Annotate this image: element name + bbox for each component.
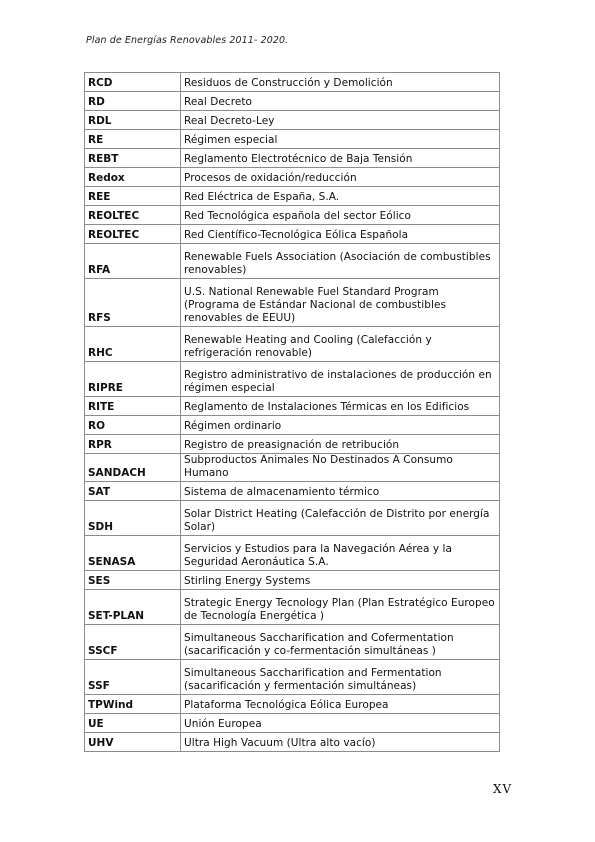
page-number: XV: [493, 782, 513, 796]
table-row: [85, 397, 500, 416]
abbreviation-cell: SES: [85, 571, 181, 590]
table-row: [85, 695, 500, 714]
abbreviation-cell: RFS: [85, 279, 181, 327]
abbreviation-cell: RE: [85, 130, 181, 149]
abbreviation-cell: RFA: [85, 244, 181, 279]
definition-cell: Simultaneous Saccharification and Cofermentation (sacarificación y co-fermentación simultáneas ): [181, 625, 500, 660]
abbreviation-cell: RIPRE: [85, 362, 181, 397]
table-row: [85, 327, 500, 362]
definition-cell: Sistema de almacenamiento térmico: [181, 482, 500, 501]
abbreviation-cell: REE: [85, 187, 181, 206]
definition-cell: Red Tecnológica española del sector Eólico: [181, 206, 500, 225]
table-row: [85, 590, 500, 625]
table-row: [85, 111, 500, 130]
abbreviations-table: [84, 72, 500, 752]
table-row: [85, 73, 500, 92]
definition-cell: Solar District Heating (Calefacción de Distrito por energía Solar): [181, 501, 500, 536]
abbreviations-table-body: [85, 73, 500, 752]
abbreviation-cell: SSCF: [85, 625, 181, 660]
definition-cell: Residuos de Construcción y Demolición: [181, 73, 500, 92]
abbreviation-cell: Redox: [85, 168, 181, 187]
table-row: [85, 571, 500, 590]
abbreviation-cell: REOLTEC: [85, 225, 181, 244]
table-row: [85, 130, 500, 149]
table-row: [85, 625, 500, 660]
abbreviation-cell: SAT: [85, 482, 181, 501]
abbreviation-cell: SDH: [85, 501, 181, 536]
table-row: [85, 279, 500, 327]
abbreviation-cell: RITE: [85, 397, 181, 416]
abbreviation-cell: RO: [85, 416, 181, 435]
definition-cell: U.S. National Renewable Fuel Standard Program (Programa de Estándar Nacional de combustibles renovables de EEUU): [181, 279, 500, 327]
table-row: [85, 733, 500, 752]
definition-cell: Simultaneous Saccharification and Fermentation (sacarificación y fermentación simultáneas): [181, 660, 500, 695]
abbreviation-cell: RPR: [85, 435, 181, 454]
abbreviation-cell: RDL: [85, 111, 181, 130]
definition-cell: Régimen especial: [181, 130, 500, 149]
abbreviation-cell: SSF: [85, 660, 181, 695]
table-row: [85, 225, 500, 244]
abbreviation-cell: RCD: [85, 73, 181, 92]
definition-cell: Subproductos Animales No Destinados A Consumo Humano: [181, 454, 500, 482]
table-row: [85, 482, 500, 501]
definition-cell: Real Decreto: [181, 92, 500, 111]
definition-cell: Strategic Energy Tecnology Plan (Plan Estratégico Europeo de Tecnología Energética ): [181, 590, 500, 625]
abbreviation-cell: UE: [85, 714, 181, 733]
table-row: [85, 149, 500, 168]
table-row: [85, 362, 500, 397]
definition-cell: Real Decreto-Ley: [181, 111, 500, 130]
definition-cell: Registro de preasignación de retribución: [181, 435, 500, 454]
definition-cell: Registro administrativo de instalaciones de producción en régimen especial: [181, 362, 500, 397]
definition-cell: Reglamento de Instalaciones Térmicas en los Edificios: [181, 397, 500, 416]
definition-cell: Renewable Heating and Cooling (Calefacción y refrigeración renovable): [181, 327, 500, 362]
table-row: [85, 714, 500, 733]
definition-cell: Reglamento Electrotécnico de Baja Tensión: [181, 149, 500, 168]
definition-cell: Plataforma Tecnológica Eólica Europea: [181, 695, 500, 714]
abbreviation-cell: SET-PLAN: [85, 590, 181, 625]
table-row: [85, 660, 500, 695]
table-row: [85, 416, 500, 435]
definition-cell: Renewable Fuels Association (Asociación de combustibles renovables): [181, 244, 500, 279]
abbreviation-cell: RD: [85, 92, 181, 111]
table-row: [85, 454, 500, 482]
table-row: [85, 244, 500, 279]
table-row: [85, 92, 500, 111]
table-row: [85, 206, 500, 225]
definition-cell: Régimen ordinario: [181, 416, 500, 435]
table-row: [85, 435, 500, 454]
abbreviation-cell: SANDACH: [85, 454, 181, 482]
table-row: [85, 187, 500, 206]
definition-cell: Servicios y Estudios para la Navegación Aérea y la Seguridad Aeronáutica S.A.: [181, 536, 500, 571]
abbreviation-cell: RHC: [85, 327, 181, 362]
abbreviation-cell: TPWind: [85, 695, 181, 714]
table-row: [85, 501, 500, 536]
page-header-title: Plan de Energías Renovables 2011- 2020.: [86, 35, 289, 46]
definition-cell: Procesos de oxidación/reducción: [181, 168, 500, 187]
definition-cell: Stirling Energy Systems: [181, 571, 500, 590]
abbreviation-cell: SENASA: [85, 536, 181, 571]
table-row: [85, 168, 500, 187]
table-row: [85, 536, 500, 571]
abbreviation-cell: REOLTEC: [85, 206, 181, 225]
definition-cell: Red Científico-Tecnológica Eólica Española: [181, 225, 500, 244]
abbreviation-cell: REBT: [85, 149, 181, 168]
definition-cell: Red Eléctrica de España, S.A.: [181, 187, 500, 206]
definition-cell: Unión Europea: [181, 714, 500, 733]
definition-cell: Ultra High Vacuum (Ultra alto vacío): [181, 733, 500, 752]
abbreviation-cell: UHV: [85, 733, 181, 752]
